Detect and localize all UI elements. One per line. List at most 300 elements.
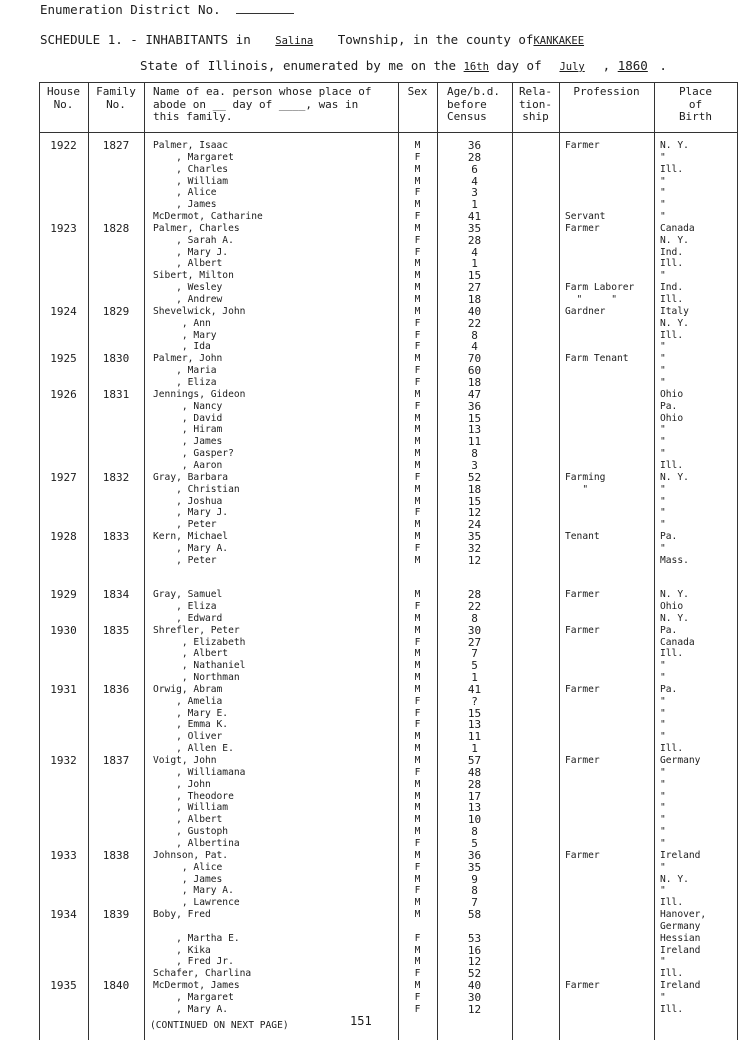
cell-birth: " <box>660 448 666 459</box>
cell-birth: Ill. <box>660 164 684 175</box>
cell-prof: Servant <box>565 211 606 222</box>
cell-name: , Mary <box>153 330 217 341</box>
cell-name: McDermot, Catharine <box>153 211 263 222</box>
cell-sex: F <box>414 543 421 554</box>
cell-birth: N. Y. <box>660 140 689 151</box>
cell-age: 60 <box>467 364 482 377</box>
cell-age: 22 <box>467 600 482 613</box>
cell-sex: M <box>414 424 421 435</box>
cell-prof: Farmer <box>565 589 600 600</box>
cell-family: 1830 <box>102 352 130 365</box>
cell-age: 8 <box>471 825 478 838</box>
cell-age: 1 <box>471 742 478 755</box>
cell-prof: Farmer <box>565 223 600 234</box>
cell-birth: N. Y. <box>660 472 689 483</box>
cell-birth: Ill. <box>660 258 684 269</box>
cell-house: 1926 <box>50 388 77 401</box>
cell-prof: " <box>565 484 589 495</box>
schedule-line <box>40 32 611 47</box>
cell-birth: Canada <box>660 223 695 234</box>
cell-name: , Eliza <box>153 377 217 388</box>
cell-age: 18 <box>467 293 482 306</box>
cell-age: 13 <box>467 718 482 731</box>
cell-age: 8 <box>471 612 478 625</box>
cell-age: 30 <box>467 624 482 637</box>
cell-age: 7 <box>471 896 478 909</box>
cell-name: , James <box>153 199 217 210</box>
cell-name: , Maria <box>153 365 217 376</box>
cell-birth: " <box>660 992 666 1003</box>
cell-birth: Hanover, <box>660 909 707 920</box>
continued-note: (CONTINUED ON NEXT PAGE) <box>150 1020 289 1031</box>
cell-prof: Farmer <box>565 684 600 695</box>
cell-birth: Ireland <box>660 980 701 991</box>
cell-prof: Farming <box>565 472 606 483</box>
day-value: 16th <box>463 61 489 73</box>
cell-sex: F <box>414 708 421 719</box>
cell-name: , David <box>153 413 223 424</box>
cell-prof: Gardner <box>565 306 606 317</box>
cell-family: 1827 <box>102 139 130 152</box>
cell-birth: " <box>660 377 666 388</box>
cell-name: , Amelia <box>153 696 223 707</box>
cell-birth: " <box>660 791 666 802</box>
cell-sex: M <box>414 743 421 754</box>
cell-birth: " <box>660 814 666 825</box>
cell-sex: F <box>414 235 421 246</box>
cell-name: , Aaron <box>153 460 223 471</box>
cell-sex: M <box>414 436 421 447</box>
cell-birth: Pa. <box>660 531 678 542</box>
cell-name: , Mary E. <box>153 708 229 719</box>
col-header-birthplace: Place of Birth <box>678 85 713 124</box>
cell-birth: Mass. <box>660 555 689 566</box>
cell-name: , James <box>153 874 223 885</box>
cell-birth: " <box>660 543 666 554</box>
cell-name: , Wesley <box>153 282 223 293</box>
state-line-period: . <box>659 58 667 73</box>
cell-house: 1928 <box>50 530 77 543</box>
cell-sex: M <box>414 625 421 636</box>
cell-birth: Ill. <box>660 460 684 471</box>
cell-sex: M <box>414 731 421 742</box>
cell-house: 1922 <box>50 139 77 152</box>
cell-birth: " <box>660 767 666 778</box>
cell-prof: Tenant <box>565 531 600 542</box>
township-label: Township, in the county of <box>337 32 534 47</box>
cell-sex: M <box>414 164 421 175</box>
cell-age: 8 <box>471 884 478 897</box>
cell-prof: Farmer <box>565 755 600 766</box>
cell-name: , Andrew <box>153 294 223 305</box>
cell-sex: M <box>414 660 421 671</box>
cell-birth: " <box>660 719 666 730</box>
cell-sex: M <box>414 294 421 305</box>
cell-sex: M <box>414 531 421 542</box>
county-value: KANKAKEE <box>533 35 585 47</box>
cell-age: 11 <box>467 435 482 448</box>
cell-age: 12 <box>467 1003 482 1016</box>
cell-name: Palmer, John <box>153 353 223 364</box>
cell-age: 24 <box>467 518 482 531</box>
cell-age: 12 <box>467 955 482 968</box>
cell-birth: Ill. <box>660 968 684 979</box>
township-value: Salina <box>275 35 314 47</box>
cell-age: 5 <box>471 837 478 850</box>
cell-age: 57 <box>467 754 482 767</box>
cell-family: 1828 <box>102 222 130 235</box>
cell-age: 36 <box>467 849 482 862</box>
cell-age: 52 <box>467 967 482 980</box>
cell-age: 58 <box>467 908 482 921</box>
cell-sex: M <box>414 555 421 566</box>
cell-house: 1932 <box>50 754 77 767</box>
cell-age: 18 <box>467 376 482 389</box>
cell-sex: M <box>414 270 421 281</box>
cell-sex: F <box>414 1004 421 1015</box>
cell-prof: Farmer <box>565 625 600 636</box>
cell-prof: Farm Tenant <box>565 353 629 364</box>
cell-name: , John <box>153 779 211 790</box>
cell-house: 1929 <box>50 588 77 601</box>
cell-age: 4 <box>471 246 478 259</box>
cell-sex: M <box>414 353 421 364</box>
cell-age: 28 <box>467 151 482 164</box>
cell-name: , Mary J. <box>153 247 229 258</box>
col-border-6 <box>559 82 560 1040</box>
cell-sex: F <box>414 767 421 778</box>
cell-name: , Alice <box>153 862 223 873</box>
cell-family: 1834 <box>102 588 130 601</box>
cell-name: , Fred Jr. <box>153 956 234 967</box>
cell-sex: F <box>414 472 421 483</box>
cell-birth: Ill. <box>660 648 684 659</box>
cell-name: , William <box>153 802 229 813</box>
cell-birth: " <box>660 862 666 873</box>
cell-birth: " <box>660 484 666 495</box>
cell-age: 40 <box>467 979 482 992</box>
cell-family: 1829 <box>102 305 130 318</box>
cell-birth: " <box>660 187 666 198</box>
cell-name: , Sarah A. <box>153 235 234 246</box>
cell-sex: M <box>414 258 421 269</box>
cell-birth: Ireland <box>660 850 701 861</box>
cell-sex: M <box>414 874 421 885</box>
cell-house: 1933 <box>50 849 77 862</box>
col-header-name: Name of ea. person whose place of abode on __ day of ____, was in this family. <box>153 85 372 124</box>
cell-age: 15 <box>467 269 482 282</box>
cell-birth: N. Y. <box>660 318 689 329</box>
month-value: July <box>559 61 585 73</box>
cell-age: 10 <box>467 813 482 826</box>
year-separator: , <box>602 58 611 73</box>
cell-house: 1925 <box>50 352 77 365</box>
cell-birth: N. Y. <box>660 589 689 600</box>
cell-sex: M <box>414 755 421 766</box>
col-header-age: Age/b.d. before Census <box>447 85 500 124</box>
cell-sex: M <box>414 460 421 471</box>
cell-sex: M <box>414 413 421 424</box>
cell-sex: F <box>414 838 421 849</box>
cell-age: 1 <box>471 257 478 270</box>
cell-name: , Mary A. <box>153 543 229 554</box>
cell-name: , Peter <box>153 555 217 566</box>
cell-family: 1840 <box>102 979 130 992</box>
cell-birth: Ill. <box>660 330 684 341</box>
cell-age: 6 <box>471 163 478 176</box>
cell-sex: F <box>414 341 421 352</box>
cell-birth: Canada <box>660 637 695 648</box>
cell-birth: N. Y. <box>660 613 689 624</box>
cell-name: , William <box>153 176 229 187</box>
cell-name: Jennings, Gideon <box>153 389 246 400</box>
cell-name: , Joshua <box>153 496 223 507</box>
district-label <box>40 2 294 17</box>
cell-age: 15 <box>467 412 482 425</box>
cell-birth: N. Y. <box>660 235 689 246</box>
cell-sex: M <box>414 897 421 908</box>
cell-name: , Christian <box>153 484 240 495</box>
cell-age: 52 <box>467 471 482 484</box>
cell-birth: " <box>660 779 666 790</box>
cell-birth: " <box>660 270 666 281</box>
cell-prof: Farm Laborer <box>565 282 635 293</box>
cell-sex: F <box>414 862 421 873</box>
cell-birth: " <box>660 672 666 683</box>
cell-sex: F <box>414 365 421 376</box>
cell-name: Schafer, Charlina <box>153 968 252 979</box>
cell-birth: " <box>660 341 666 352</box>
cell-birth: " <box>660 660 666 671</box>
cell-name: Palmer, Charles <box>153 223 240 234</box>
cell-name: Gray, Samuel <box>153 589 223 600</box>
cell-age: 27 <box>467 636 482 649</box>
cell-sex: F <box>414 247 421 258</box>
cell-name: , Allen E. <box>153 743 234 754</box>
cell-family: 1837 <box>102 754 130 767</box>
cell-sex: M <box>414 484 421 495</box>
cell-sex: M <box>414 448 421 459</box>
cell-age: 9 <box>471 873 478 886</box>
col-header-family: Family No. <box>96 85 136 111</box>
cell-birth: Pa. <box>660 401 678 412</box>
cell-birth: Germany <box>660 921 701 932</box>
cell-birth: Ireland <box>660 945 701 956</box>
cell-house: 1924 <box>50 305 77 318</box>
cell-age: 22 <box>467 317 482 330</box>
cell-birth: " <box>660 885 666 896</box>
cell-birth: " <box>660 152 666 163</box>
cell-name: , Martha E. <box>153 933 240 944</box>
cell-age: 36 <box>467 400 482 413</box>
cell-birth: " <box>660 176 666 187</box>
cell-sex: M <box>414 684 421 695</box>
cell-age: 35 <box>467 861 482 874</box>
cell-birth: " <box>660 802 666 813</box>
cell-family: 1832 <box>102 471 130 484</box>
cell-sex: F <box>414 377 421 388</box>
cell-birth: " <box>660 507 666 518</box>
cell-sex: M <box>414 980 421 991</box>
cell-name: , Margaret <box>153 992 234 1003</box>
cell-name: , Margaret <box>153 152 234 163</box>
cell-house: 1930 <box>50 624 77 637</box>
cell-birth: Hessian <box>660 933 701 944</box>
cell-sex: M <box>414 496 421 507</box>
cell-sex: M <box>414 826 421 837</box>
cell-name: , Elizabeth <box>153 637 246 648</box>
cell-sex: M <box>414 306 421 317</box>
cell-sex: F <box>414 187 421 198</box>
cell-birth: Ind. <box>660 282 684 293</box>
col-header-relationship: Rela- tion- ship <box>518 85 553 124</box>
state-line <box>140 58 667 73</box>
cell-sex: M <box>414 389 421 400</box>
cell-sex: M <box>414 223 421 234</box>
cell-name: McDermot, James <box>153 980 240 991</box>
cell-age: 3 <box>471 186 478 199</box>
cell-birth: Ohio <box>660 413 684 424</box>
cell-birth: " <box>660 731 666 742</box>
cell-prof: Farmer <box>565 980 600 991</box>
cell-birth: " <box>660 365 666 376</box>
cell-age: 8 <box>471 447 478 460</box>
cell-age: 17 <box>467 790 482 803</box>
cell-house: 1923 <box>50 222 77 235</box>
cell-name: Palmer, Isaac <box>153 140 229 151</box>
cell-sex: F <box>414 885 421 896</box>
cell-birth: " <box>660 708 666 719</box>
cell-name: Boby, Fred <box>153 909 211 920</box>
cell-name: Johnson, Pat. <box>153 850 229 861</box>
year-value: 1860 <box>617 58 648 73</box>
cell-age: 41 <box>467 683 482 696</box>
cell-name: , Northman <box>153 672 240 683</box>
cell-age: 15 <box>467 707 482 720</box>
cell-sex: M <box>414 176 421 187</box>
cell-age: 18 <box>467 483 482 496</box>
cell-age: 28 <box>467 778 482 791</box>
cell-family: 1838 <box>102 849 130 862</box>
cell-sex: F <box>414 330 421 341</box>
cell-name: , Eliza <box>153 601 217 612</box>
cell-age: 47 <box>467 388 482 401</box>
cell-birth: " <box>660 211 666 222</box>
cell-name: , Lawrence <box>153 897 240 908</box>
cell-sex: F <box>414 152 421 163</box>
cell-sex: M <box>414 909 421 920</box>
cell-age: 13 <box>467 423 482 436</box>
cell-name: , Kika <box>153 945 211 956</box>
cell-sex: F <box>414 719 421 730</box>
cell-sex: M <box>414 140 421 151</box>
cell-age: 53 <box>467 932 482 945</box>
cell-name: , Mary A. <box>153 1004 229 1015</box>
cell-age: 48 <box>467 766 482 779</box>
schedule-label: SCHEDULE 1. - INHABITANTS in <box>40 32 251 47</box>
cell-age: 4 <box>471 340 478 353</box>
cell-name: Voigt, John <box>153 755 217 766</box>
cell-sex: M <box>414 945 421 956</box>
cell-sex: F <box>414 318 421 329</box>
cell-sex: M <box>414 282 421 293</box>
cell-name: , Emma K. <box>153 719 229 730</box>
cell-sex: M <box>414 672 421 683</box>
cell-name: , Peter <box>153 519 217 530</box>
cell-age: 35 <box>467 530 482 543</box>
cell-age: 11 <box>467 730 482 743</box>
cell-house: 1927 <box>50 471 77 484</box>
cell-birth: Ohio <box>660 601 684 612</box>
cell-sex: M <box>414 613 421 624</box>
cell-name: , James <box>153 436 223 447</box>
cell-sex: F <box>414 507 421 518</box>
col-header-sex: Sex <box>407 85 428 98</box>
cell-family: 1833 <box>102 530 130 543</box>
cell-sex: M <box>414 791 421 802</box>
cell-sex: F <box>414 933 421 944</box>
cell-name: , Albert <box>153 258 223 269</box>
cell-age: 36 <box>467 139 482 152</box>
cell-age: 70 <box>467 352 482 365</box>
cell-birth: Italy <box>660 306 689 317</box>
col-border-8 <box>737 82 738 1040</box>
cell-sex: M <box>414 199 421 210</box>
cell-name: , Albert <box>153 814 223 825</box>
cell-family: 1835 <box>102 624 130 637</box>
cell-birth: Ind. <box>660 247 684 258</box>
cell-name: , Edward <box>153 613 223 624</box>
cell-name: , Charles <box>153 164 229 175</box>
cell-sex: M <box>414 956 421 967</box>
cell-birth: " <box>660 424 666 435</box>
cell-name: , Albertina <box>153 838 240 849</box>
cell-sex: M <box>414 589 421 600</box>
cell-name: , Gustoph <box>153 826 229 837</box>
cell-name: Shrefler, Peter <box>153 625 240 636</box>
cell-birth: " <box>660 956 666 967</box>
cell-sex: M <box>414 802 421 813</box>
cell-age: 12 <box>467 554 482 567</box>
cell-birth: " <box>660 696 666 707</box>
cell-name: , Gasper? <box>153 448 234 459</box>
cell-name: , Ida <box>153 341 211 352</box>
col-header-house: House No. <box>46 85 81 111</box>
cell-name: , Albert <box>153 648 229 659</box>
cell-name: , Alice <box>153 187 217 198</box>
cell-name: , Theodore <box>153 791 234 802</box>
district-blank <box>236 13 294 14</box>
cell-sex: M <box>414 850 421 861</box>
cell-sex: F <box>414 696 421 707</box>
cell-birth: " <box>660 353 666 364</box>
page-number: 151 <box>350 1014 372 1028</box>
cell-age: 13 <box>467 801 482 814</box>
col-header-profession: Profession <box>573 85 640 98</box>
cell-birth: " <box>660 436 666 447</box>
cell-sex: M <box>414 814 421 825</box>
cell-sex: F <box>414 601 421 612</box>
cell-age: 4 <box>471 175 478 188</box>
cell-sex: F <box>414 992 421 1003</box>
cell-birth: " <box>660 838 666 849</box>
cell-sex: F <box>414 401 421 412</box>
cell-birth: Ill. <box>660 1004 684 1015</box>
cell-age: 5 <box>471 659 478 672</box>
cell-family: 1831 <box>102 388 130 401</box>
cell-age: 28 <box>467 588 482 601</box>
cell-name: , Mary A. <box>153 885 234 896</box>
